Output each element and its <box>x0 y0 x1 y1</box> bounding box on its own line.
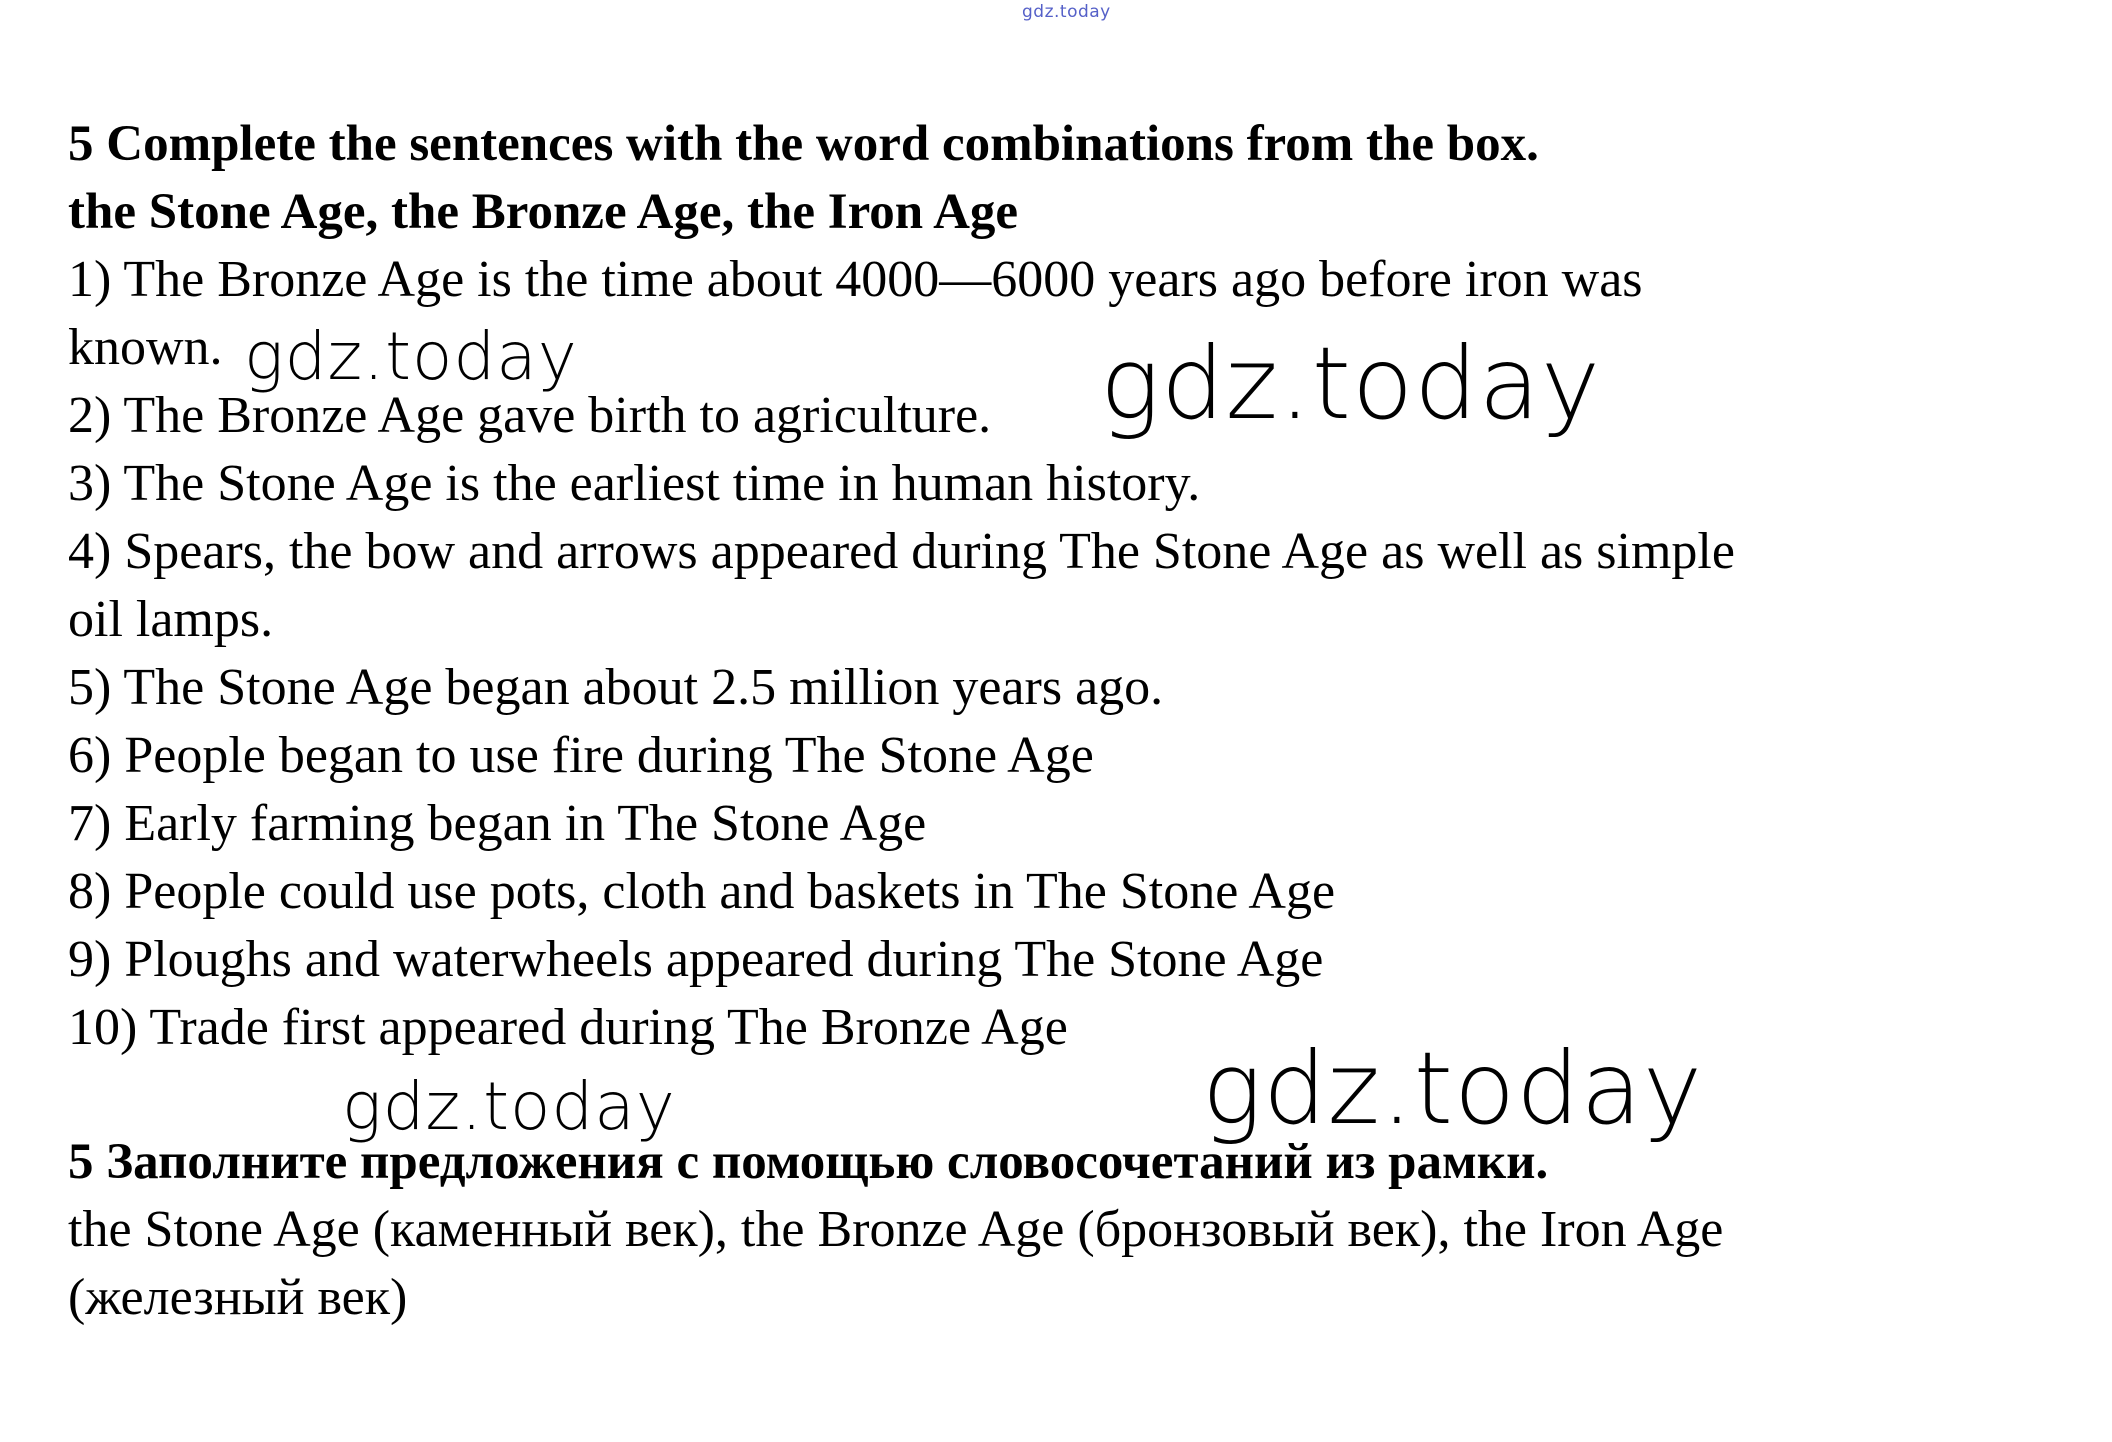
exercise-russian <box>68 1128 2028 1332</box>
exercise-title: 5 Complete the sentences with the word combinations from the box. <box>68 116 1539 172</box>
watermark: gdz.today <box>1202 1030 1704 1147</box>
answer-line-2: 2) The Bronze Age gave birth to agriculture. <box>68 387 992 444</box>
answer-line-8: 8) People could use pots, cloth and baskets in The Stone Age <box>68 863 1336 920</box>
answer-line-4: 4) Spears, the bow and arrows appeared during The Stone Age as well as simple <box>68 523 1735 580</box>
translation-line-1: the Stone Age (каменный век), the Bronze Age (бронзовый век), the Iron Age <box>68 1201 1724 1258</box>
watermark: gdz.today <box>244 318 578 395</box>
answer-line-3: 3) The Stone Age is the earliest time in human history. <box>68 455 1201 512</box>
watermark: gdz.today <box>1100 325 1602 442</box>
translation-line-2: (железный век) <box>68 1269 408 1326</box>
exercise-title-ru: 5 Заполните предложения с помощью словосочетаний из рамки. <box>68 1134 1549 1190</box>
answer-line-5: 5) The Stone Age began about 2.5 million years ago. <box>68 659 1164 716</box>
site-mark: gdz.today <box>1022 2 1111 22</box>
word-box: the Stone Age, the Bronze Age, the Iron Age <box>68 184 1019 240</box>
answer-line-9: 9) Ploughs and waterwheels appeared during The Stone Age <box>68 931 1324 988</box>
answer-line-1-cont: known. <box>68 319 223 376</box>
answer-line-7: 7) Early farming began in The Stone Age <box>68 795 927 852</box>
answer-line-4-cont: oil lamps. <box>68 591 274 648</box>
answer-line-10: 10) Trade first appeared during The Bronze Age <box>68 999 1068 1056</box>
answer-line-6: 6) People began to use fire during The Stone Age <box>68 727 1094 784</box>
answer-line-1: 1) The Bronze Age is the time about 4000—6000 years ago before iron was <box>68 251 1643 308</box>
watermark: gdz.today <box>342 1068 676 1145</box>
exercise-english <box>68 110 2028 1062</box>
